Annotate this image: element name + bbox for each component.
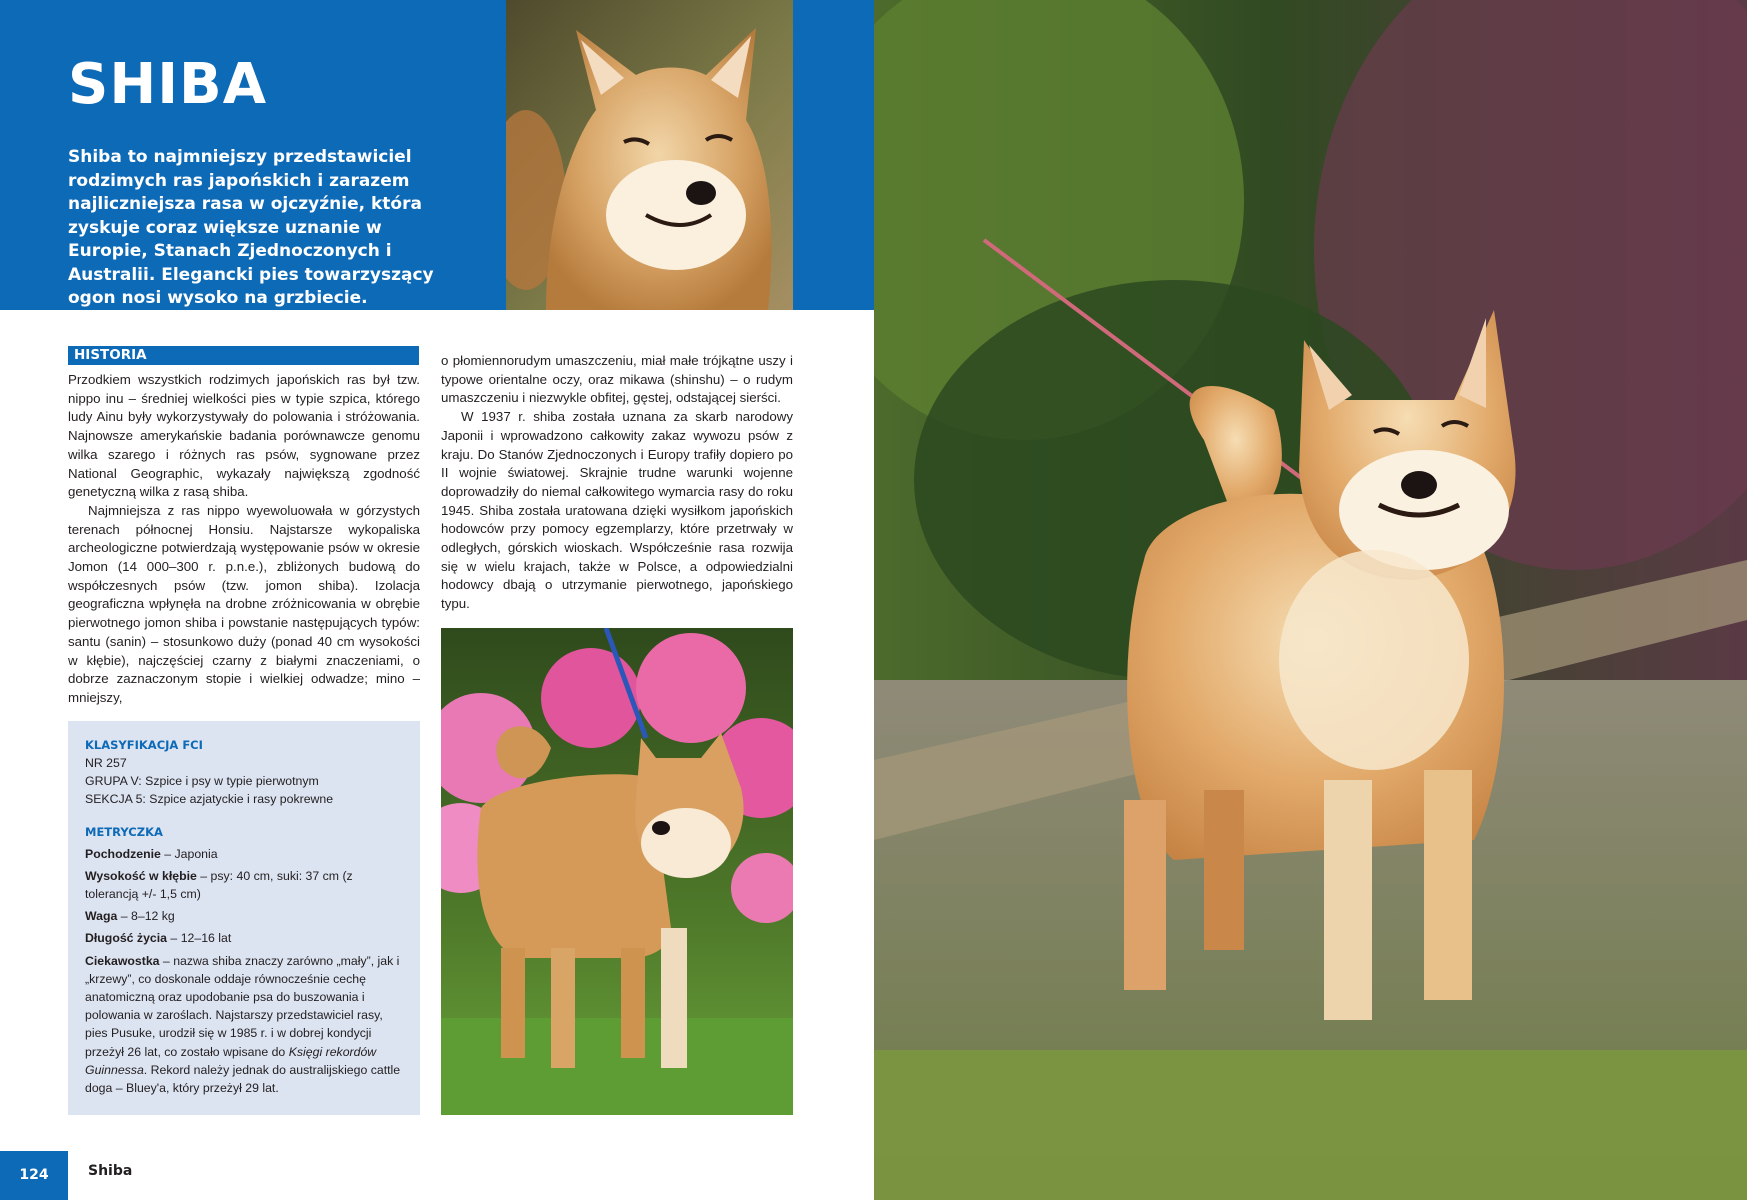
metrics-heading: METRYCZKA bbox=[85, 824, 163, 839]
metric-fun-fact bbox=[85, 952, 403, 1098]
metric-label: Długość życia bbox=[85, 931, 168, 946]
page-number: 124 bbox=[0, 1151, 68, 1200]
running-title: Shiba bbox=[88, 1163, 133, 1179]
shiba-garden-photo bbox=[874, 0, 1747, 1200]
history-paragraph: Przodkiem wszystkich rodzimych japońskich ras był tzw. nippo inu – średniej wielkości pies w typie szpica, którego ludy Ainu były wykorzystywały do polowania i stróżowania. Najnowsze amerykańskie badania porównawcze genomu wilka szarego i różnych ras psów, sygnowane przez National Geographic, wykazały największą zgodność genetyczną wilka z rasą shiba. bbox=[68, 372, 420, 500]
shiba-garden-illustration bbox=[874, 0, 1747, 1200]
book-title: Księgi rekordów Guinnessa bbox=[85, 1044, 377, 1077]
lead-paragraph: Shiba to najmniejszy przedstawiciel rodzimych ras japońskich i zarazem najliczniejsza rasa w ojczyźnie, która zyskuje coraz większe uznanie w Europie, Stanach Zjednoczonych i Australii. Elegancki pies towarzyszący ogon nosi wysoko na grzbiecie. bbox=[68, 147, 434, 308]
history-column-right bbox=[441, 352, 793, 614]
metric-origin bbox=[85, 845, 403, 863]
history-column-left bbox=[68, 371, 420, 708]
breed-info-box bbox=[68, 721, 420, 1115]
fci-heading: KLASYFIKACJA FCI bbox=[85, 738, 203, 752]
metric-label: Wysokość w kłębie bbox=[85, 868, 197, 883]
metric-value: . Rekord należy jednak do australijskiego cattle doga – Bluey'a, który przeżył 29 lat. bbox=[85, 1062, 401, 1096]
history-paragraph: o płomiennorudym umaszczeniu, miał małe trójkątne uszy i typowe orientalne oczy, oraz mikawa (shinshu) – o rudym umaszczeniu i niezwykle obfitej, gęstej, odstającej sierści. bbox=[441, 353, 793, 406]
shiba-standing-photo bbox=[441, 628, 793, 1115]
shiba-head-illustration bbox=[506, 0, 793, 310]
page-title: SHIBA bbox=[68, 52, 268, 117]
history-paragraph: W 1937 r. shiba została uznana za skarb narodowy Japonii i wprowadzono całkowity zakaz wywozu psów z kraju. Do Stanów Zjednoczonych i Europy trafiły dopiero po II wojnie światowej. Skrajnie trudne warunki wojenne doprowadziły do niemal całkowitego wymarcia rasy do roku 1945. Shiba została uratowana dzięki wysiłkom japońskich hodowców przy pomocy egzemplarzy, które przetrwały w odległych, górskich wioskach. Współcześnie rasa rozwija się w wielu krajach, także w Polsce, a odpowiedzialni hodowcy dbają o utrzymanie pierwotnego, japońskiego typu. bbox=[441, 409, 793, 612]
metric-label: Pochodzenie bbox=[85, 846, 161, 861]
history-paragraph: Najmniejsza z ras nippo wyewoluowała w górzystych terenach północnej Honsiu. Najstarsze wykopaliska archeologiczne potwierdzają występowanie psów w okresie Jomon (14 000–300 r. p.n.e.), zbliżonych budową do współczesnych psów (tzw. jomon shiba). Izolacja geograficzna wpłynęła na drobne zróżnicowania w obrębie pierwotnego jomon shiba i powstanie następujących typów: santu (sanin) – stosunkowo duży (ponad 40 cm wysokości w kłębie), najczęściej czarny z białymi znaczeniami, o dobrze zaznaczonym stopie i wielkiej odwadze; mino – mniejszy, bbox=[68, 502, 420, 705]
fci-group: GRUPA V: Szpice i psy w typie pierwotnym bbox=[85, 774, 319, 789]
metric-height bbox=[85, 867, 403, 903]
history-heading: HISTORIA bbox=[68, 346, 419, 365]
metric-value: – nazwa shiba znaczy zarówno „mały”, jak i „krzewy”, co doskonale oddaje równocześnie cechę anatomiczną oraz upodobanie psa do buszowania i polowania w zaroślach. Najstarszy przedstawiciel rasy, pies Pusuke, urodził się w 1985 r. i w dobrej kondycji przeżył 26 lat, co zostało wpisane do bbox=[85, 953, 400, 1059]
shiba-flowers-illustration bbox=[441, 628, 793, 1115]
shiba-head-photo bbox=[506, 0, 793, 310]
metric-value: – 8–12 kg bbox=[117, 909, 175, 924]
metric-weight bbox=[85, 907, 403, 925]
fci-section: SEKCJA 5: Szpice azjatyckie i rasy pokrewne bbox=[85, 792, 334, 807]
metric-value: – psy: 40 cm, suki: 37 cm (z tolerancją +/- 1,5 cm) bbox=[85, 868, 353, 902]
fci-number: NR 257 bbox=[85, 756, 127, 770]
metric-label: Ciekawostka bbox=[85, 953, 160, 968]
metric-lifespan bbox=[85, 929, 403, 947]
metric-value: – Japonia bbox=[160, 846, 218, 861]
metric-label: Waga bbox=[85, 909, 118, 924]
metric-value: – 12–16 lat bbox=[167, 931, 232, 946]
